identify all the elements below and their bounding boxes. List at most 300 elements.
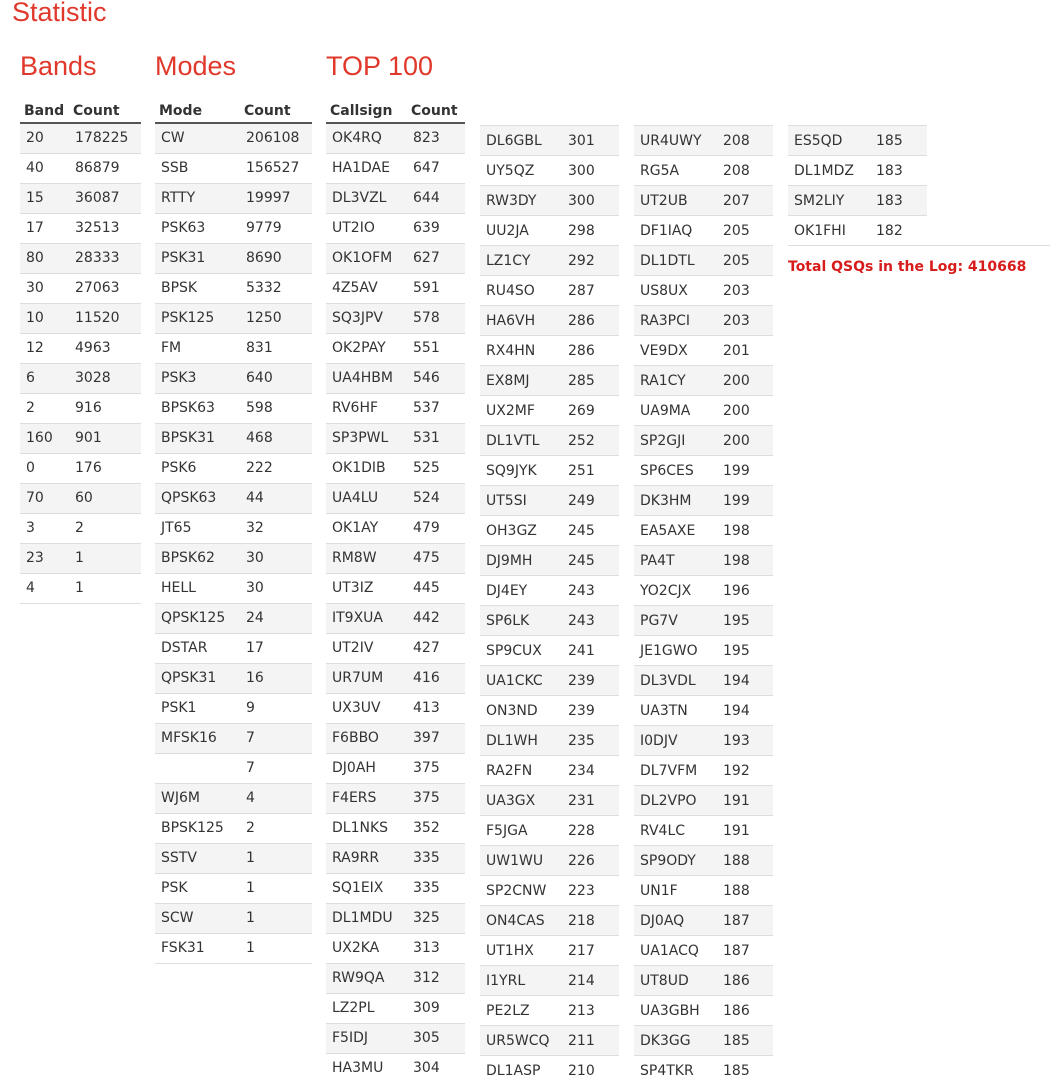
callsign-row [480,486,619,516]
count-cell: 1 [69,543,141,573]
callsign-row [326,393,465,423]
modes-header-row [155,97,312,123]
mode-row [155,333,312,363]
callsign-row [634,906,773,936]
callsign-row [326,123,465,153]
callsign-row [326,213,465,243]
count-cell: 251 [562,456,619,486]
count-cell: 203 [717,276,773,306]
callsign-row [326,993,465,1023]
callsign-row [634,486,773,516]
count-cell: 285 [562,366,619,396]
count-cell: 187 [717,906,773,936]
modes-table [155,97,312,964]
band-row [20,333,141,363]
callsign-cell: DL1VTL [480,426,562,456]
callsign-cell: UT8UD [634,966,717,996]
callsign-cell: SP9ODY [634,846,717,876]
callsign-cell: LZ1CY [480,246,562,276]
callsign-row [634,186,773,216]
callsign-cell: RA2FN [480,756,562,786]
callsign-row [326,1053,465,1083]
band-cell: 3 [20,513,69,543]
callsign-row [480,576,619,606]
mode-cell: PSK1 [155,693,240,723]
bands-heading: Bands [20,51,97,81]
count-cell: 193 [717,726,773,756]
callsign-cell: OK2PAY [326,333,407,363]
count-cell: 245 [562,516,619,546]
count-cell: 199 [717,486,773,516]
top100-table-col-2 [480,125,619,1086]
count-cell: 286 [562,306,619,336]
count-cell: 235 [562,726,619,756]
callsign-cell: RA1CY [634,366,717,396]
callsign-cell: SM2LIY [788,186,870,216]
band-row [20,513,141,543]
callsign-cell: RW9QA [326,963,407,993]
callsign-cell: OK1FHI [788,216,870,246]
mode-row [155,573,312,603]
count-cell: 86879 [69,153,141,183]
callsign-row [326,453,465,483]
callsign-cell: UR4UWY [634,126,717,156]
callsign-column-header: Callsign [326,97,407,123]
callsign-row [634,1056,773,1086]
callsign-cell: UT3IZ [326,573,407,603]
callsign-cell: DL3VZL [326,183,407,213]
count-cell: 176 [69,453,141,483]
callsign-row [326,543,465,573]
count-cell: 286 [562,336,619,366]
count-cell: 416 [407,663,465,693]
count-cell: 195 [717,636,773,666]
top100-heading: TOP 100 [326,51,434,81]
mode-cell: JT65 [155,513,240,543]
callsign-row [634,306,773,336]
callsign-row [326,273,465,303]
callsign-row [326,1023,465,1053]
callsign-row [326,423,465,453]
callsign-cell: OK1AY [326,513,407,543]
callsign-cell: F4ERS [326,783,407,813]
callsign-cell: UX2KA [326,933,407,963]
callsign-row [634,816,773,846]
band-row [20,183,141,213]
callsign-row [480,1056,619,1086]
callsign-row [480,636,619,666]
count-cell: 241 [562,636,619,666]
count-cell: 239 [562,666,619,696]
callsign-row [480,216,619,246]
mode-row [155,273,312,303]
mode-cell: SSTV [155,843,240,873]
count-cell: 205 [717,246,773,276]
count-cell: 3028 [69,363,141,393]
mode-cell: PSK125 [155,303,240,333]
count-cell: 185 [870,126,927,156]
mode-row [155,303,312,333]
band-cell: 10 [20,303,69,333]
band-cell: 80 [20,243,69,273]
callsign-row [788,216,927,246]
count-cell: 301 [562,126,619,156]
callsign-row [634,1026,773,1056]
band-cell: 6 [20,363,69,393]
count-cell: 11520 [69,303,141,333]
band-cell: 0 [20,453,69,483]
callsign-cell: UA9MA [634,396,717,426]
callsign-cell: EX8MJ [480,366,562,396]
mode-row [155,783,312,813]
callsign-row [634,366,773,396]
mode-row [155,903,312,933]
count-cell: 196 [717,576,773,606]
count-cell: 191 [717,816,773,846]
callsign-row [634,846,773,876]
count-cell: 206108 [240,123,312,153]
count-cell: 300 [562,186,619,216]
count-cell: 551 [407,333,465,363]
callsign-cell: UY5QZ [480,156,562,186]
callsign-cell: DL2VPO [634,786,717,816]
mode-column-header: Mode [155,97,240,123]
callsign-row [480,456,619,486]
callsign-cell: SP6CES [634,456,717,486]
top100-table-col-3 [634,125,773,1086]
callsign-cell: DF1IAQ [634,216,717,246]
callsign-row [634,276,773,306]
callsign-cell: SP6LK [480,606,562,636]
mode-cell: SSB [155,153,240,183]
count-cell: 191 [717,786,773,816]
count-cell: 200 [717,426,773,456]
callsign-row [480,906,619,936]
callsign-cell: OK4RQ [326,123,407,153]
mode-row [155,513,312,543]
callsign-cell: LZ2PL [326,993,407,1023]
count-cell: 239 [562,696,619,726]
count-cell: 205 [717,216,773,246]
count-cell: 335 [407,843,465,873]
total-qsos-label: Total QSQs in the Log: 410668 [788,259,1027,275]
callsign-row [634,336,773,366]
count-cell: 182 [870,216,927,246]
count-cell: 531 [407,423,465,453]
mode-cell: PSK [155,873,240,903]
callsign-cell: DJ0AH [326,753,407,783]
count-cell: 60 [69,483,141,513]
callsign-row [634,606,773,636]
count-cell: 1 [240,873,312,903]
callsign-cell: RA3PCI [634,306,717,336]
callsign-row [634,456,773,486]
callsign-cell: DJ9MH [480,546,562,576]
count-cell: 245 [562,546,619,576]
callsign-cell: UU2JA [480,216,562,246]
band-row [20,303,141,333]
callsign-row [480,816,619,846]
count-cell: 28333 [69,243,141,273]
count-cell: 222 [240,453,312,483]
callsign-row [326,303,465,333]
callsign-row [326,153,465,183]
band-row [20,243,141,273]
count-cell: 213 [562,996,619,1026]
callsign-cell: UR5WCQ [480,1026,562,1056]
callsign-cell: UR7UM [326,663,407,693]
callsign-cell: DL1MDZ [788,156,870,186]
callsign-row [634,936,773,966]
mode-cell: PSK3 [155,363,240,393]
callsign-row [634,576,773,606]
mode-cell: PSK6 [155,453,240,483]
mode-row [155,633,312,663]
callsign-cell: ON3ND [480,696,562,726]
bands-table [20,97,141,604]
count-cell: 195 [717,606,773,636]
callsign-cell: SP3PWL [326,423,407,453]
total-divider [788,245,1050,246]
callsign-row [480,876,619,906]
count-cell: 24 [240,603,312,633]
callsign-row [480,696,619,726]
callsign-row [634,516,773,546]
callsign-row [326,333,465,363]
count-cell: 578 [407,303,465,333]
count-cell: 287 [562,276,619,306]
count-cell: 1 [240,843,312,873]
count-cell: 226 [562,846,619,876]
count-cell: 192 [717,756,773,786]
band-row [20,153,141,183]
callsign-cell: UX2MF [480,396,562,426]
count-cell: 186 [717,966,773,996]
mode-row [155,543,312,573]
callsign-row [788,156,927,186]
callsign-cell: UT5SI [480,486,562,516]
callsign-cell: SP4TKR [634,1056,717,1086]
callsign-row [326,183,465,213]
count-cell: 217 [562,936,619,966]
callsign-cell: RV6HF [326,393,407,423]
callsign-cell: YO2CJX [634,576,717,606]
callsign-cell: JE1GWO [634,636,717,666]
callsign-row [480,276,619,306]
count-cell: 32513 [69,213,141,243]
callsign-row [326,723,465,753]
mode-row [155,213,312,243]
count-cell: 30 [240,543,312,573]
count-cell: 9 [240,693,312,723]
mode-cell: RTTY [155,183,240,213]
callsign-row [480,756,619,786]
mode-cell: BPSK31 [155,423,240,453]
mode-cell: BPSK125 [155,813,240,843]
count-cell: 2 [240,813,312,843]
count-cell: 231 [562,786,619,816]
count-cell: 188 [717,846,773,876]
count-cell: 207 [717,186,773,216]
callsign-row [480,936,619,966]
callsign-cell: RM8W [326,543,407,573]
count-cell: 187 [717,936,773,966]
count-cell: 7 [240,723,312,753]
count-cell: 183 [870,186,927,216]
callsign-cell: SQ9JYK [480,456,562,486]
count-cell: 199 [717,456,773,486]
mode-row [155,423,312,453]
count-cell: 252 [562,426,619,456]
count-cell: 243 [562,576,619,606]
callsign-cell: F6BBO [326,723,407,753]
callsign-row [634,666,773,696]
callsign-row [326,873,465,903]
count-cell: 7 [240,753,312,783]
count-cell: 442 [407,603,465,633]
band-cell: 17 [20,213,69,243]
callsign-row [326,933,465,963]
callsign-row [480,966,619,996]
count-cell: 901 [69,423,141,453]
count-cell: 27063 [69,273,141,303]
callsign-cell: DL1NKS [326,813,407,843]
callsign-cell: 4Z5AV [326,273,407,303]
mode-cell: PSK63 [155,213,240,243]
callsign-cell: DL1ASP [480,1056,562,1086]
callsign-cell: ON4CAS [480,906,562,936]
callsign-row [634,726,773,756]
callsign-row [634,246,773,276]
count-cell: 4963 [69,333,141,363]
count-cell: 312 [407,963,465,993]
mode-cell: FM [155,333,240,363]
mode-cell: CW [155,123,240,153]
bands-header-row [20,97,141,123]
count-cell: 19997 [240,183,312,213]
count-cell: 16 [240,663,312,693]
count-cell: 234 [562,756,619,786]
count-column-header: Count [407,97,465,123]
count-cell: 1 [69,573,141,603]
callsign-row [480,156,619,186]
modes-heading: Modes [155,51,237,81]
callsign-cell: ES5QD [788,126,870,156]
callsign-row [634,156,773,186]
count-cell: 916 [69,393,141,423]
count-cell: 546 [407,363,465,393]
callsign-cell: F5JGA [480,816,562,846]
mode-row [155,123,312,153]
mode-cell: DSTAR [155,633,240,663]
mode-row [155,603,312,633]
mode-cell: BPSK [155,273,240,303]
callsign-cell: PE2LZ [480,996,562,1026]
band-row [20,483,141,513]
callsign-row [788,186,927,216]
count-cell: 156527 [240,153,312,183]
count-cell: 194 [717,666,773,696]
count-cell: 298 [562,216,619,246]
count-cell: 249 [562,486,619,516]
band-row [20,363,141,393]
callsign-cell: RU4SO [480,276,562,306]
callsign-cell: VE9DX [634,336,717,366]
callsign-row [480,846,619,876]
count-cell: 269 [562,396,619,426]
page-title: Statistic [12,0,107,27]
callsign-cell: RV4LC [634,816,717,846]
callsign-row [480,126,619,156]
count-cell: 427 [407,633,465,663]
callsign-row [634,756,773,786]
mode-cell: BPSK63 [155,393,240,423]
callsign-cell: F5IDJ [326,1023,407,1053]
mode-cell: WJ6M [155,783,240,813]
top100-header-row [326,97,465,123]
callsign-cell: DL1DTL [634,246,717,276]
count-cell: 300 [562,156,619,186]
callsign-row [480,306,619,336]
callsign-row [634,636,773,666]
callsign-row [326,633,465,663]
count-cell: 2 [69,513,141,543]
count-cell: 243 [562,606,619,636]
count-cell: 1 [240,933,312,963]
count-cell: 591 [407,273,465,303]
callsign-cell: HA6VH [480,306,562,336]
callsign-cell: UT1HX [480,936,562,966]
callsign-cell: SP2GJI [634,426,717,456]
callsign-row [480,516,619,546]
callsign-cell: UW1WU [480,846,562,876]
band-row [20,393,141,423]
callsign-cell: DL1MDU [326,903,407,933]
callsign-row [788,126,927,156]
mode-row [155,483,312,513]
count-cell: 375 [407,783,465,813]
count-cell: 17 [240,633,312,663]
count-cell: 211 [562,1026,619,1056]
callsign-row [480,546,619,576]
callsign-cell: OK1DIB [326,453,407,483]
callsign-cell: SQ1EIX [326,873,407,903]
callsign-row [480,1026,619,1056]
callsign-row [480,786,619,816]
count-cell: 1 [240,903,312,933]
count-cell: 475 [407,543,465,573]
callsign-row [634,396,773,426]
callsign-cell: UX3UV [326,693,407,723]
count-cell: 1250 [240,303,312,333]
mode-row [155,873,312,903]
callsign-row [480,396,619,426]
mode-row [155,723,312,753]
band-column-header: Band [20,97,69,123]
callsign-row [480,426,619,456]
band-cell: 30 [20,273,69,303]
count-cell: 210 [562,1056,619,1086]
mode-cell: FSK31 [155,933,240,963]
callsign-cell: OH3GZ [480,516,562,546]
count-cell: 200 [717,366,773,396]
band-cell: 40 [20,153,69,183]
count-cell: 9779 [240,213,312,243]
count-cell: 203 [717,306,773,336]
callsign-row [480,666,619,696]
callsign-cell: UA1ACQ [634,936,717,966]
count-column-header: Count [240,97,312,123]
